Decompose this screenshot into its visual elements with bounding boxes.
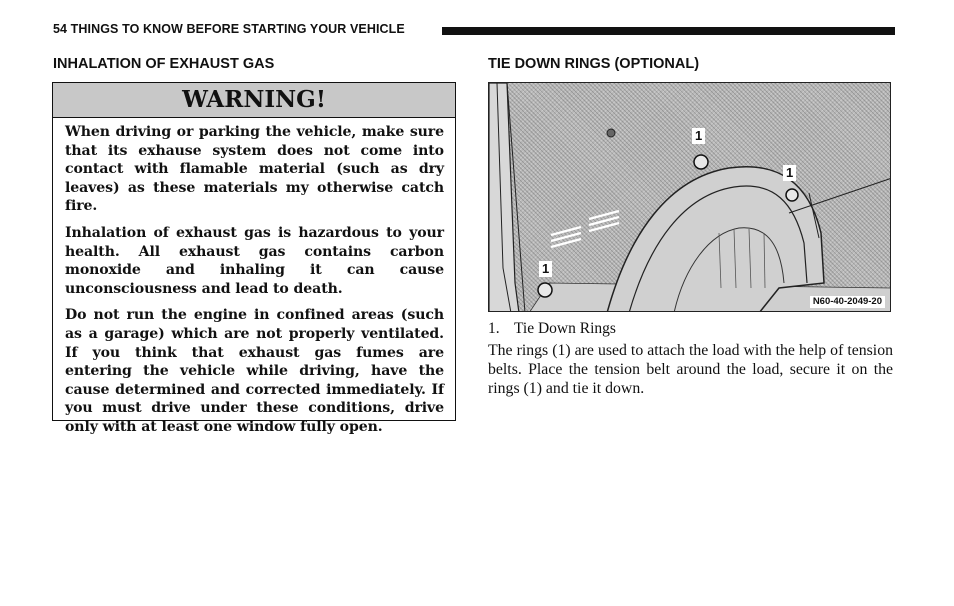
warning-body — [53, 118, 455, 437]
warning-paragraph: Do not run the engine in confined areas (such as a garage) which are not properly ventilated. If you think that exhaust gas fumes are entering the vehicle while driving, have the cause determined and corrected immediately. If you must drive under these conditions, drive only with at least one window fully open. — [65, 307, 444, 435]
caption-text: Tie Down Rings — [514, 320, 616, 337]
header-rule — [442, 27, 895, 35]
figure-caption — [488, 319, 616, 338]
running-header — [53, 22, 895, 38]
cargo-area-drawing — [489, 83, 891, 312]
figure-callout: 1 — [692, 128, 705, 144]
section-title-tie-down: TIE DOWN RINGS (OPTIONAL) — [488, 56, 700, 72]
figure-callout: 1 — [783, 165, 796, 181]
tie-down-rings-illustration — [488, 82, 891, 312]
section-title-exhaust: INHALATION OF EXHAUST GAS — [53, 56, 275, 72]
warning-paragraph: When driving or parking the vehicle, make sure that its exhause system does not come into contact with flamable material (such as dry leaves) as these materials my otherwise catch fire. — [65, 124, 444, 215]
warning-heading: WARNING! — [53, 83, 455, 118]
warning-box — [52, 82, 456, 435]
tie-down-ring — [694, 155, 708, 169]
figure-callout: 1 — [539, 261, 552, 277]
tie-down-description: The rings (1) are used to attach the load with the help of tension belts. Place the tension belt around the load, secure it on the rings (1) and tie it down. — [488, 342, 893, 397]
tie-down-ring — [538, 283, 552, 297]
tie-down-ring — [786, 189, 798, 201]
caption-number: 1. — [488, 320, 500, 337]
warning-paragraph: Inhalation of exhaust gas is hazardous to your health. All exhaust gas contains carbon monoxide and inhaling it can cause unconsciousness and lead to death. — [65, 224, 444, 297]
figure-code: N60-40-2049-20 — [810, 296, 885, 308]
page-header-text: 54 THINGS TO KNOW BEFORE STARTING YOUR VEHICLE — [53, 22, 405, 36]
